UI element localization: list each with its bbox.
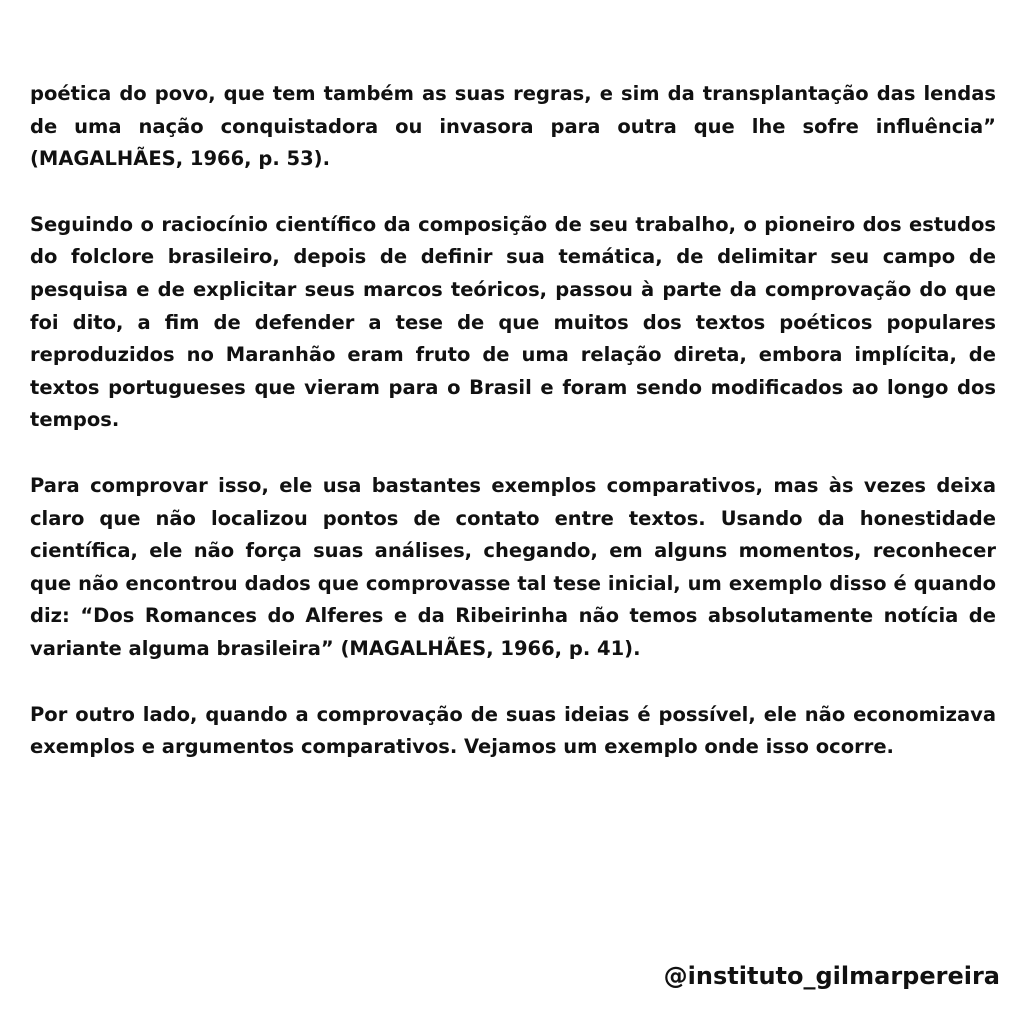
paragraph-2: Seguindo o raciocínio científico da composição de seu trabalho, o pioneiro dos estudos do folclore brasileiro, depois de definir sua temática, de delimitar seu campo de pesquisa e de explicitar seus marcos teóricos, passou à parte da comprovação do que foi dito, a fim de defender a tese de que muitos dos textos poéticos populares reproduzidos no Maranhão eram fruto de uma relação direta, embora implícita, de textos portugueses que vieram para o Brasil e foram sendo modificados ao longo dos tempos. xyxy=(30,212,996,432)
paragraph-1: poética do povo, que tem também as suas regras, e sim da transplantação das lendas de uma nação conquistadora ou invasora para outra que lhe sofre influência” (MAGALHÃES, 1966, p. 53). xyxy=(30,82,996,171)
instagram-handle: @instituto_gilmarpereira xyxy=(663,962,1000,990)
paragraph-3: Para comprovar isso, ele usa bastantes exemplos comparativos, mas às vezes deixa claro que não localizou pontos de contato entre textos. Usando da honestidade científica, ele não força suas análises, chegando, em alguns momentos, reconhecer que não encontrou dados que comprovasse tal tese inicial, um exemplo disso é quando diz: “Dos Romances do Alferes e da Ribeirinha não temos absolutamente notícia de variante alguma brasileira” (MAGALHÃES, 1966, p. 41). xyxy=(30,473,996,660)
paragraph-4: Por outro lado, quando a comprovação de suas ideias é possível, ele não economizava exemplos e argumentos comparativos. Vejamos um exemplo onde isso ocorre. xyxy=(30,702,996,759)
document-body xyxy=(30,78,996,797)
